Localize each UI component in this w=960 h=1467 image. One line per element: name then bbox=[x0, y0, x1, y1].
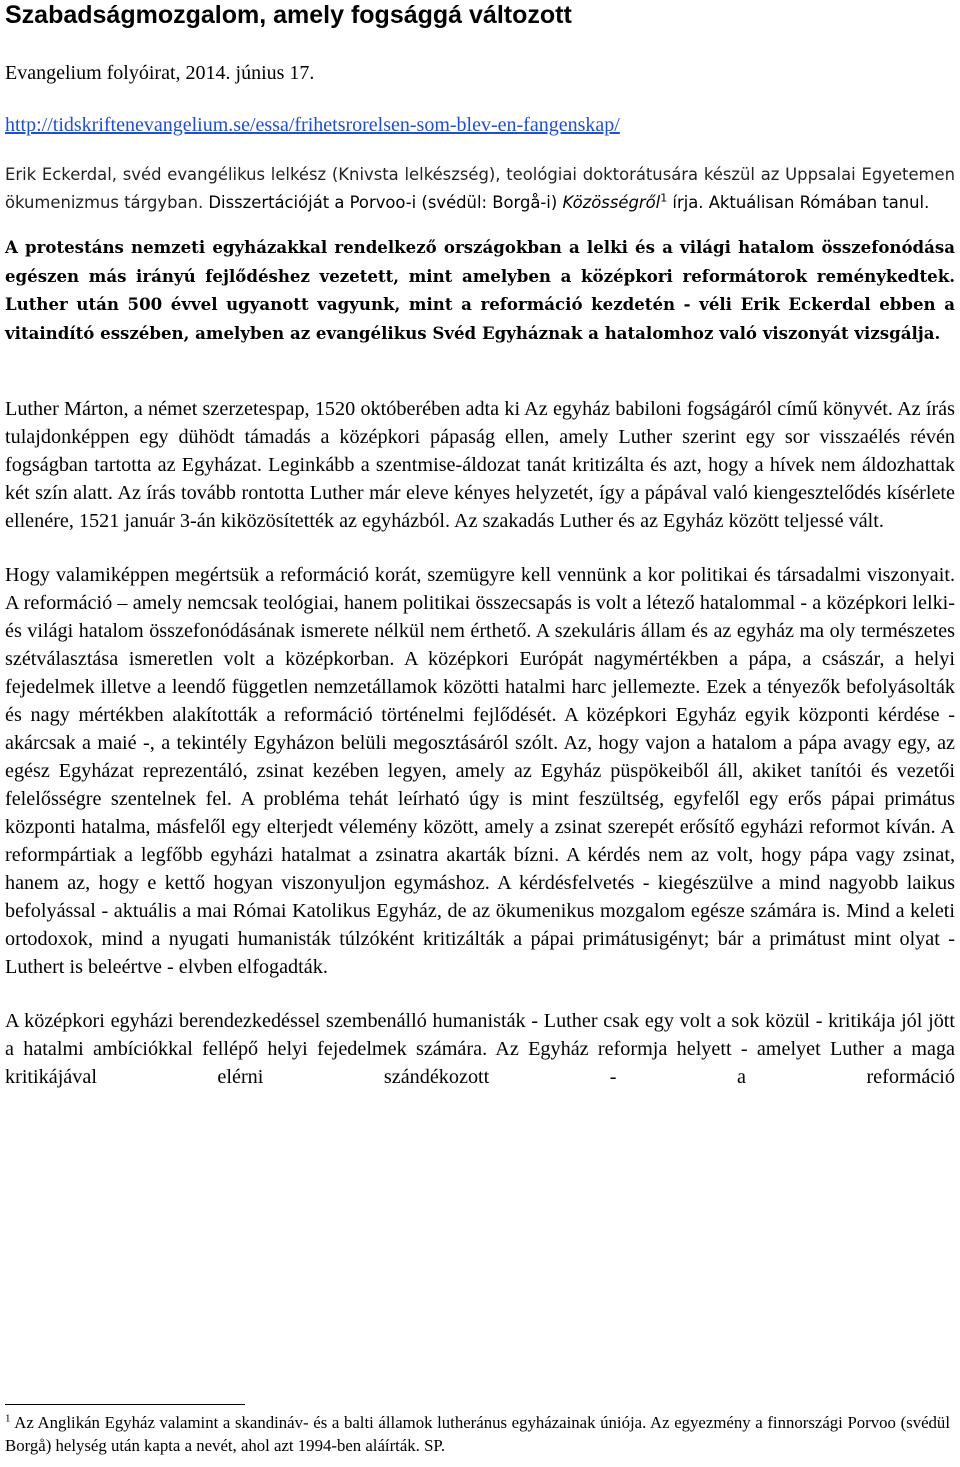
footnote-marker: 1 bbox=[5, 1412, 11, 1425]
document-page bbox=[5, 0, 955, 1091]
lead-part-1: A protestáns nemzeti egyházakkal rendelkező országokban a lelki és a világi hatalom összefonódása egészen más irányú fejlődéshez vezetett, mint amelyben a középkori reformátorok reménykedtek. bbox=[5, 237, 955, 286]
footnote-reference[interactable]: 1 bbox=[660, 191, 668, 205]
author-intro-part-1: Erik Eckerdal, svéd evangélikus lelkész (Knivsta lelkészség), teológiai doktorátusára készül az Uppsalai Egyetemen ökumenizmus tárgyban. bbox=[5, 165, 955, 212]
body-paragraph-3: A középkori egyházi berendezkedéssel szembenálló humanisták - Luther csak egy volt a sok közül - kritikája jól jött a hatalmi ambíciókkal fellépő helyi fejedelmek számára. Az Egyház reformja helyett - amelyet Luther a maga kritikájával elérni szándékozott - a reformáció bbox=[5, 1010, 955, 1088]
author-intro-italic: Közösségről bbox=[562, 193, 661, 212]
footnote-separator bbox=[5, 1404, 245, 1405]
article-source: Evangelium folyóirat, 2014. június 17. bbox=[5, 62, 315, 84]
author-intro-part-3: írja. Aktuálisan Rómában tanul. bbox=[667, 193, 930, 212]
lead-paragraph bbox=[5, 233, 955, 347]
body-paragraph-1: Luther Márton, a német szerzetespap, 1520 októberében adta ki Az egyház babiloni fogságáról című könyvét. Az írás tulajdonképpen egy dühödt támadás a középkori pápaság ellen, amely Luther szerint egy sor visszaélés révén fogságban tartotta az Egyházat. Leginkább a szentmise-áldozat tanát kritizálta és azt, hogy a hívek nem áldozhattak két szín alatt. Az írás tovább rontotta Luther már eleve kényes helyzetét, így a pápával való kiengesztelődés kísérlete ellenére, 1521 január 3-án kiközösítették az egyházból. Az szakadás Luther és az Egyház között teljessé vált. bbox=[5, 398, 955, 532]
body-paragraph-2: Hogy valamiképpen megértsük a reformáció korát, szemügyre kell vennünk a kor politikai és társadalmi viszonyait. A reformáció – amely nemcsak teológiai, hanem politikai összecsapás is volt a létező hatalommal - a középkori lelki- és világi hatalom összefonódásának ismerete nélkül nem érthető. A szekuláris állam és az egyház ma oly természetes szétválasztása ismeretlen volt a középkorban. A középkori Európát nagymértékben a pápa, a császár, a helyi fejedelmek illetve a leendő független nemzetállamok közötti hatalmi harc jellemezte. Ezek a tényezők befolyásolták és nagy mértékben alakították a reformáció történelmi fejlődését. A középkori Egyház egyik központi kérdése - akárcsak a maié -, a tekintély Egyházon belüli megosztásáról szólt. Az, hogy vajon a hatalom a pápa avagy egy, az egész Egyházat reprezentáló, zsinat kezében legyen, amely az Egyház püspökeiből áll, akiket tanítói és vezetői felelősségre szentelnek fel. A probléma tehát leírható úgy is mint feszültség, egyfelől egy erős pápai primátus központi hatalma, másfelől egy elterjedt vélemény között, amely a zsinat szerepét erősítő egyházi reformot kíván. A reformpártiak a legfőbb egyházi hatalmat a zsinatra akarták bízni. A kérdés nem az volt, hogy pápa vagy zsinat, hanem az, hogy e kettő hogyan viszonyuljon egymáshoz. A kérdésfelvetés - kiegészülve a mind nagyobb laikus befolyással - aktuális a mai Római Katolikus Egyház, de az ökumenikus mozgalom egésze számára is. Mind a keleti ortodoxok, mind a nyugati humanisták túlzóként kritizálták a pápai primátusigényt; bár a primátust mint olyat - Luthert is beleértve - elvben elfogadták. bbox=[5, 564, 955, 978]
article-title: Szabadságmozgalom, amely fogsággá változott bbox=[5, 1, 572, 29]
article-url-link[interactable]: http://tidskriftenevangelium.se/essa/frihetsrorelsen-som-blev-en-fangenskap/ bbox=[5, 114, 620, 136]
lead-part-2: Luther után 500 évvel ugyanott vagyunk, mint a reformáció kezdetén - véli Erik Eckerdal ebben a vitaindító esszében, amelyben az evangélikus Svéd Egyháznak a hatalomhoz való viszonyát vizsgálja. bbox=[5, 294, 955, 343]
author-intro-part-2: Disszertációját a Porvoo-i (svédül: Borgå-i) bbox=[208, 193, 563, 212]
author-intro bbox=[5, 161, 955, 217]
article-url-line bbox=[5, 111, 955, 139]
footnote-text: Az Anglikán Egyház valamint a skandináv- és a balti államok lutheránus egyházainak úniója. Az egyezmény a finnországi Porvoo (svédül Borgå) helység után kapta a nevét, ahol azt 1994-ben aláírták. SP. bbox=[5, 1413, 950, 1455]
footnote bbox=[5, 1411, 950, 1457]
